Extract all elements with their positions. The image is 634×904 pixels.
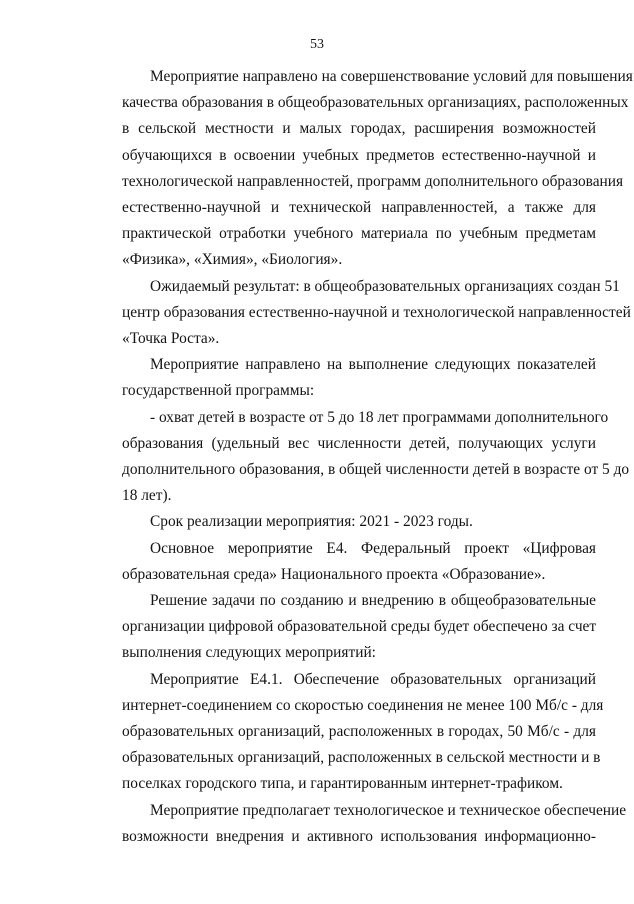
text-line: «Физика», «Химия», «Биология».	[122, 251, 343, 269]
text-line: Срок реализации мероприятия: 2021 - 2023 годы.	[150, 513, 473, 531]
text-line: образовательных организаций, расположенных в сельской местности и в	[122, 749, 601, 767]
paragraph-activity-e4-1	[94, 667, 604, 798]
text-line: «Точка Роста».	[122, 330, 220, 348]
text-line: организации цифровой образовательной среды будет обеспечено за счет	[122, 618, 597, 636]
text-line: возможности внедрения и активного использования информационно-	[122, 827, 596, 845]
page-number: 53	[310, 37, 324, 52]
text-line: в сельской местности и малых городах, расширения возможностей	[122, 120, 596, 138]
text-line: Ожидаемый результат: в общеобразовательных организациях создан 51	[150, 277, 620, 295]
text-line: образовательная среда» Национального проекта «Образование».	[122, 565, 546, 583]
text-line: центр образования естественно-научной и технологической направленностей	[122, 303, 631, 321]
text-line: Мероприятие предполагает технологическое и техническое обеспечение	[150, 801, 627, 819]
text-line: обучающихся в освоении учебных предметов естественно-научной и	[122, 146, 596, 164]
text-line: качества образования в общеобразовательных организациях, расположенных	[122, 94, 629, 112]
text-line: технологической направленностей, программ дополнительного образования	[122, 172, 624, 190]
text-line: естественно-научной и технической направленностей, а также для	[122, 199, 596, 217]
text-line: Решение задачи по созданию и внедрению в общеобразовательные	[150, 592, 596, 610]
text-line: государственной программы:	[122, 382, 315, 400]
text-line: интернет-соединением со скоростью соединения не менее 100 Мб/с - для	[122, 696, 604, 714]
text-line: Основное мероприятие Е4. Федеральный проект «Цифровая	[150, 539, 596, 557]
text-line: Мероприятие Е4.1. Обеспечение образовательных организаций	[150, 670, 596, 688]
paragraph-indicator-item	[94, 405, 630, 510]
paragraph-school-conditions	[94, 64, 633, 274]
text-line: Мероприятие направлено на выполнение следующих показателей	[150, 356, 596, 374]
text-line: выполнения следующих мероприятий:	[122, 644, 376, 662]
paragraph-expected-result	[94, 274, 631, 353]
text-line: Мероприятие направлено на совершенствование условий для повышения	[150, 68, 633, 85]
text-line: дополнительного образования, в общей численности детей в возрасте от 5 до	[122, 461, 630, 479]
text-line: поселках городского типа, и гарантированным интернет-трафиком.	[122, 775, 563, 793]
paragraph-timeline	[94, 509, 596, 535]
paragraph-main-activity-e4	[94, 536, 596, 588]
text-line: образовательных организаций, расположенных в городах, 50 Мб/с - для	[122, 723, 596, 741]
text-line: практической отработки учебного материала по учебным предметам	[122, 225, 596, 243]
paragraph-indicators-intro	[94, 352, 596, 404]
paragraph-technical-support	[94, 798, 627, 850]
text-line: образования (удельный вес численности детей, получающих услуги	[122, 434, 596, 452]
document-body	[94, 64, 633, 850]
paragraph-digital-environment	[94, 588, 596, 667]
text-line: 18 лет).	[122, 487, 172, 505]
text-line: - охват детей в возрасте от 5 до 18 лет программами дополнительного	[150, 408, 609, 426]
